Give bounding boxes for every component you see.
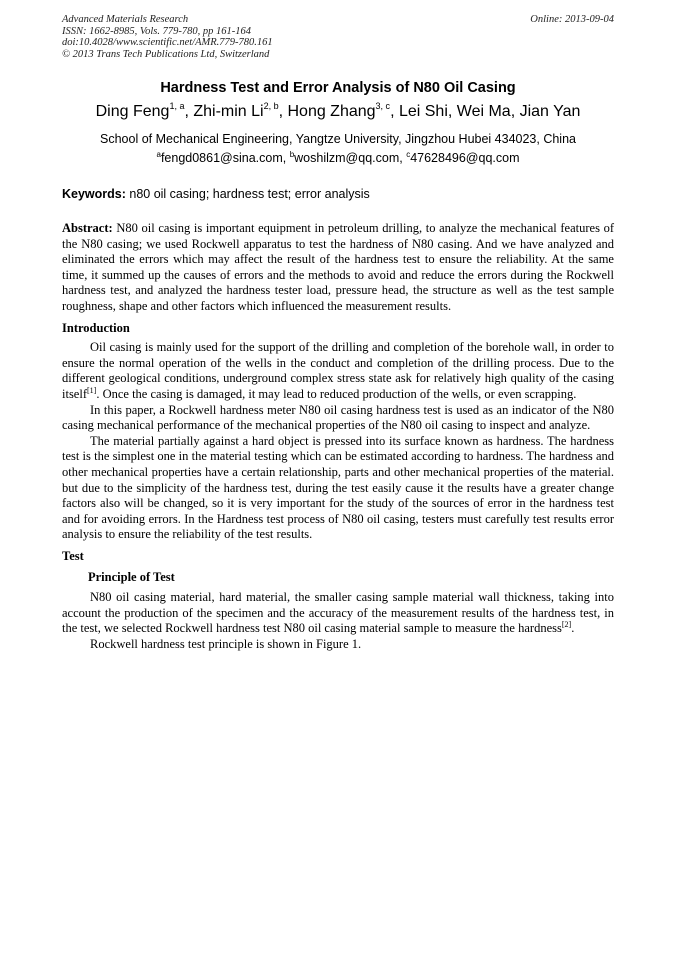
paper-body <box>62 221 614 652</box>
citation-ref[interactable]: [1] <box>87 385 97 395</box>
journal-name: Advanced Materials Research <box>62 14 189 25</box>
paragraph-text: N80 oil casing material, hard material, the smaller casing sample material wall thickness, taking into account the production of the specimen and the accuracy of the measurement results of the hardness test, in the test, we selected Rockwell hardness test N80 oil casing material sample to measure the hardness <box>62 590 614 636</box>
section-heading-introduction: Introduction <box>62 320 130 335</box>
email-mark: c <box>406 150 411 159</box>
paragraph-text: . Once the casing is damaged, it may lead to reduced production of the wells, or even scrapping. <box>96 386 577 401</box>
abstract-label: Abstract: <box>62 221 113 235</box>
email-mark: a <box>156 150 161 159</box>
email-list <box>62 151 614 165</box>
journal-header <box>62 14 614 60</box>
affiliation: School of Mechanical Engineering, Yangtze University, Jingzhou Hubei 434023, China <box>100 132 576 146</box>
author-affiliation-mark: 2, b <box>263 101 279 111</box>
email-address[interactable]: fengd0861@sina.com <box>160 151 283 165</box>
paragraph-text: . <box>571 621 575 636</box>
email-separator: , <box>399 151 407 165</box>
doi-line: doi:10.4028/www.scientific.net/AMR.779-780.161 <box>62 37 273 48</box>
issn-line: ISSN: 1662-8985, Vols. 779-780, pp 161-164 <box>62 25 251 37</box>
test-paragraph-1 <box>62 590 614 637</box>
author-separator: , <box>184 103 194 120</box>
email-separator: , <box>282 151 290 165</box>
author-affiliation-mark: 3, c <box>375 101 391 111</box>
author-name: Zhi-min Li <box>193 103 264 120</box>
abstract-paragraph <box>62 221 614 315</box>
test-paragraph-2: Rockwell hardness test principle is shown in Figure 1. <box>90 636 362 651</box>
introduction-paragraph-1 <box>62 340 614 402</box>
keywords-text: n80 oil casing; hardness test; error analysis <box>125 187 370 201</box>
section-heading-test: Test <box>62 548 84 563</box>
paragraph-text: Oil casing is mainly used for the support of the drilling and completion of the borehole wall, in order to ensure the normal operation of the wells in the conduct and completion of the drilling process. Due to the different geological conditions, underground complex stress state ask for relatively high quality of the casing itself <box>62 340 614 401</box>
online-date: Online: 2013-09-04 <box>530 14 614 25</box>
author-name: Hong Zhang <box>287 103 376 120</box>
introduction-paragraph-3: The material partially against a hard object is pressed into its surface known as hardness. The hardness test is the simplest one in the material testing which can be estimated according to hardness. The hardness and other mechanical properties have a certain relationship, parts and other mechanical properties of the material. but due to the simplicity of the hardness test, during the test easily cause it the results have a greater change factors also will be changed, so it is very important for the study of the sources of error in the hardness test and for avoiding errors. In the Hardness test process of N80 oil casing, testers must carefully test results error analysis to ensure the reliability of the test results. <box>62 433 614 542</box>
citation-ref[interactable]: [2] <box>561 620 572 630</box>
introduction-paragraph-2: In this paper, a Rockwell hardness meter N80 oil casing hardness test is used as an indicator of the N80 casing mechanical performance of the mechanical properties of the N80 oil casing to inspect and analyze. <box>62 402 614 433</box>
keywords-label: Keywords: <box>62 187 126 201</box>
copyright-line: © 2013 Trans Tech Publications Ltd, Switzerland <box>62 48 270 60</box>
email-address[interactable]: woshilzm@qq.com <box>294 151 400 165</box>
email-mark: b <box>289 150 295 159</box>
author-separator: , <box>390 103 399 120</box>
email-address[interactable]: 47628496@qq.com <box>410 151 520 165</box>
author-name: Lei Shi, Wei Ma, Jian Yan <box>398 103 581 120</box>
abstract-text: N80 oil casing is important equipment in petroleum drilling, to analyze the mechanical features of the N80 casing; we used Rockwell apparatus to test the hardness of N80 casing. And we have analyzed and eliminated the errors which may affect the result of the hardness test to ensure the reliability. At the same time, it summed up the causes of errors and the methods to avoid and reduce the errors during the Rockwell hardness test, and analyzed the hardness tester load, pressure head, the structure as well as the test sample roughness, shape and other factors which influenced the measurement results. <box>62 221 614 313</box>
keywords <box>62 187 614 201</box>
subsection-heading-principle: Principle of Test <box>88 570 175 585</box>
author-name: Ding Feng <box>95 103 170 120</box>
author-separator: , <box>278 103 288 120</box>
author-affiliation-mark: 1, a <box>169 101 185 111</box>
author-list <box>62 103 614 121</box>
paper-title: Hardness Test and Error Analysis of N80 Oil Casing <box>160 80 516 96</box>
